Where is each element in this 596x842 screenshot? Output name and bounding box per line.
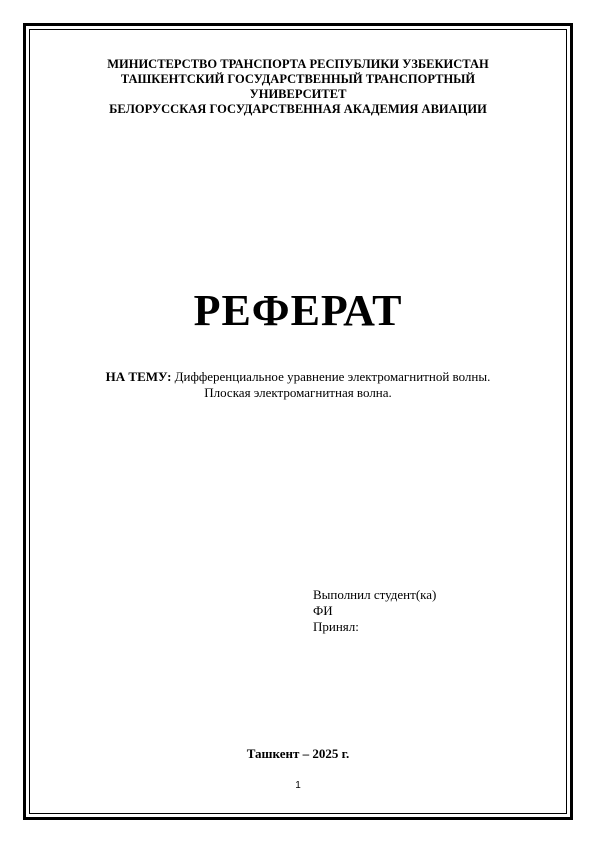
page-border-inner [29, 29, 567, 814]
ministry-line: МИНИСТЕРСТВО ТРАНСПОРТА РЕСПУБЛИКИ УЗБЕКИСТАН [107, 57, 489, 71]
document-title: РЕФЕРАТ [193, 286, 403, 335]
topic-text-1: Дифференциальное уравнение электромагнитной волны. [174, 369, 491, 384]
performed-by-label: Выполнил студент(ка) [313, 587, 437, 602]
student-name-label: ФИ [313, 603, 333, 618]
academy-line: БЕЛОРУССКАЯ ГОСУДАРСТВЕННАЯ АКАДЕМИЯ АВИАЦИИ [109, 102, 487, 116]
university-line-continued: УНИВЕРСИТЕТ [249, 87, 347, 101]
topic-block [29, 369, 567, 401]
accepted-by-label: Принял: [313, 619, 359, 634]
page-number: 1 [295, 780, 301, 791]
topic-line-1 [29, 369, 567, 385]
city-year: Ташкент – 2025 г. [246, 746, 350, 761]
topic-label: НА ТЕМУ: [105, 369, 172, 384]
institution-header [29, 57, 567, 117]
university-line: ТАШКЕНТСКИЙ ГОСУДАРСТВЕННЫЙ ТРАНСПОРТНЫЙ [120, 72, 476, 86]
signature-block [313, 587, 436, 635]
topic-text-2: Плоская электромагнитная волна. [204, 385, 392, 400]
